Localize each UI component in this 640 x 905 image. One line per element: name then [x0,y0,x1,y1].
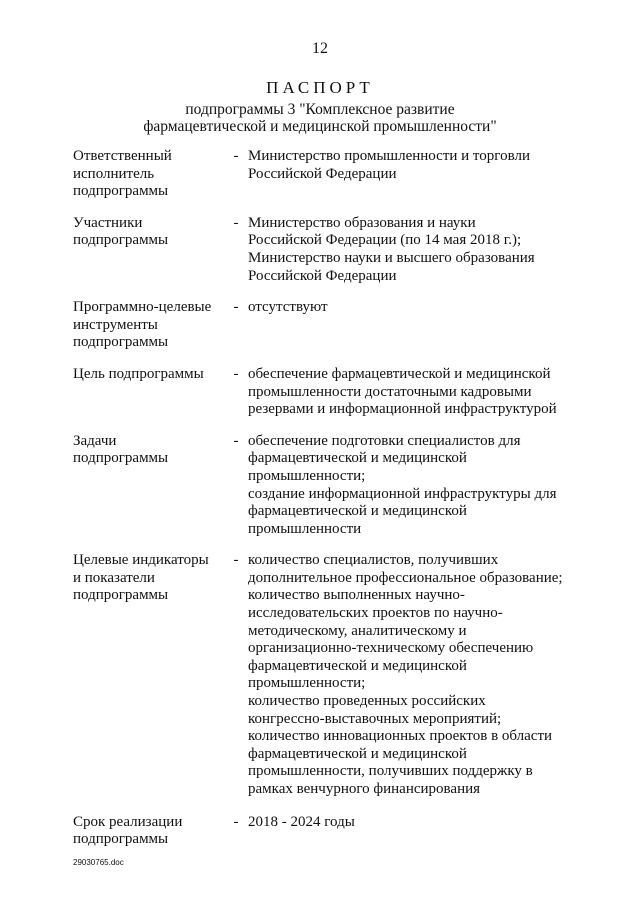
document-title: ПАСПОРТ [266,78,374,97]
document-subtitle [0,101,640,135]
value-line: промышленности; [248,467,366,484]
label-line: Ответственный [73,148,172,164]
value-line: количество проведенных российских [248,693,486,710]
row-value [247,552,568,798]
value-line: количество инновационных проектов в области [248,728,553,745]
row-label [73,552,225,605]
value-line: Российской Федерации [248,165,397,182]
footer-filename: 29030765.doc [73,858,124,867]
value-line: резервами и информационной инфраструктурой [248,401,557,418]
value-line: Российской Федерации (по 14 мая 2018 г.); [248,232,522,249]
label-line: подпрограммы [73,587,169,604]
value-line: обеспечение фармацевтической и медицинской [248,365,551,382]
label-line: исполнитель [73,165,155,182]
page-number: 12 [312,40,328,57]
passport-row-tasks [73,433,573,539]
value-line: дополнительное профессиональное образование; [248,569,563,586]
passport-row-instruments [73,299,573,352]
row-label [73,366,225,384]
label-line: инструменты [73,316,158,333]
row-dash: - [233,813,239,830]
label-line: подпрограммы [73,450,169,467]
row-label [73,215,225,250]
label-line: Участники [73,214,143,231]
row-dash: - [233,214,239,231]
row-dash: - [233,432,239,449]
passport-row-term [73,814,573,849]
passport-row-responsible [73,148,573,201]
value-line: фармацевтической и медицинской [248,503,467,520]
value-line: фармацевтической и медицинской [248,450,467,467]
row-value [247,215,568,285]
passport-row-indicators [73,552,573,798]
row-value [247,299,568,317]
subtitle-line: фармацевтической и медицинской промышленности" [143,118,497,135]
row-label [73,299,225,352]
value-line: обеспечение подготовки специалистов для [248,432,521,449]
row-value [247,148,568,183]
label-line: Срок реализации [73,813,183,830]
value-line: создание информационной инфраструктуры для [248,485,557,502]
value-line: промышленности, получивших поддержку в [248,763,533,780]
value-line: количество выполненных научно- [248,587,465,604]
value-line: количество специалистов, получивших [248,552,499,569]
passport-table [73,148,573,849]
value-line: Российской Федерации [248,267,397,284]
label-line: Задачи [73,432,117,449]
value-line: методическому, аналитическому и [248,622,467,639]
value-line: фармацевтической и медицинской [248,745,467,762]
label-line: подпрограммы [73,183,169,200]
row-value [247,814,568,832]
row-label [73,148,225,201]
value-line: фармацевтической и медицинской [248,657,467,674]
value-line: Министерство образования и науки [248,214,476,231]
passport-row-participants [73,215,573,285]
value-line: исследовательских проектов по научно- [248,605,503,622]
label-line: подпрограммы [73,831,169,848]
subtitle-line: подпрограммы 3 "Комплексное развитие [185,101,455,118]
row-value [247,433,568,539]
label-line: Целевые индикаторы [73,552,209,569]
label-line: Программно-целевые [73,299,212,316]
value-line: отсутствуют [248,299,328,316]
row-dash: - [233,148,239,164]
row-dash: - [233,365,239,382]
value-line: рамках венчурного финансирования [248,781,481,797]
label-line: подпрограммы [73,334,169,351]
value-line: 2018 - 2024 годы [248,813,355,830]
value-line: Министерство науки и высшего образования [248,249,535,266]
value-line: промышленности достаточными кадровыми [248,383,532,400]
value-line: организационно-техническому обеспечению [248,640,534,657]
row-label [73,433,225,468]
value-line: промышленности [248,520,362,537]
label-line: и показатели [73,569,155,586]
label-line: подпрограммы [73,232,169,249]
row-value [247,366,568,419]
label-line: Цель подпрограммы [73,365,204,382]
passport-row-goal [73,366,573,419]
row-label [73,814,225,849]
value-line: Министерство промышленности и торговли [248,148,530,164]
value-line: конгрессно-выставочных мероприятий; [248,710,502,727]
row-dash: - [233,552,239,569]
row-dash: - [233,299,239,316]
value-line: промышленности; [248,675,366,692]
